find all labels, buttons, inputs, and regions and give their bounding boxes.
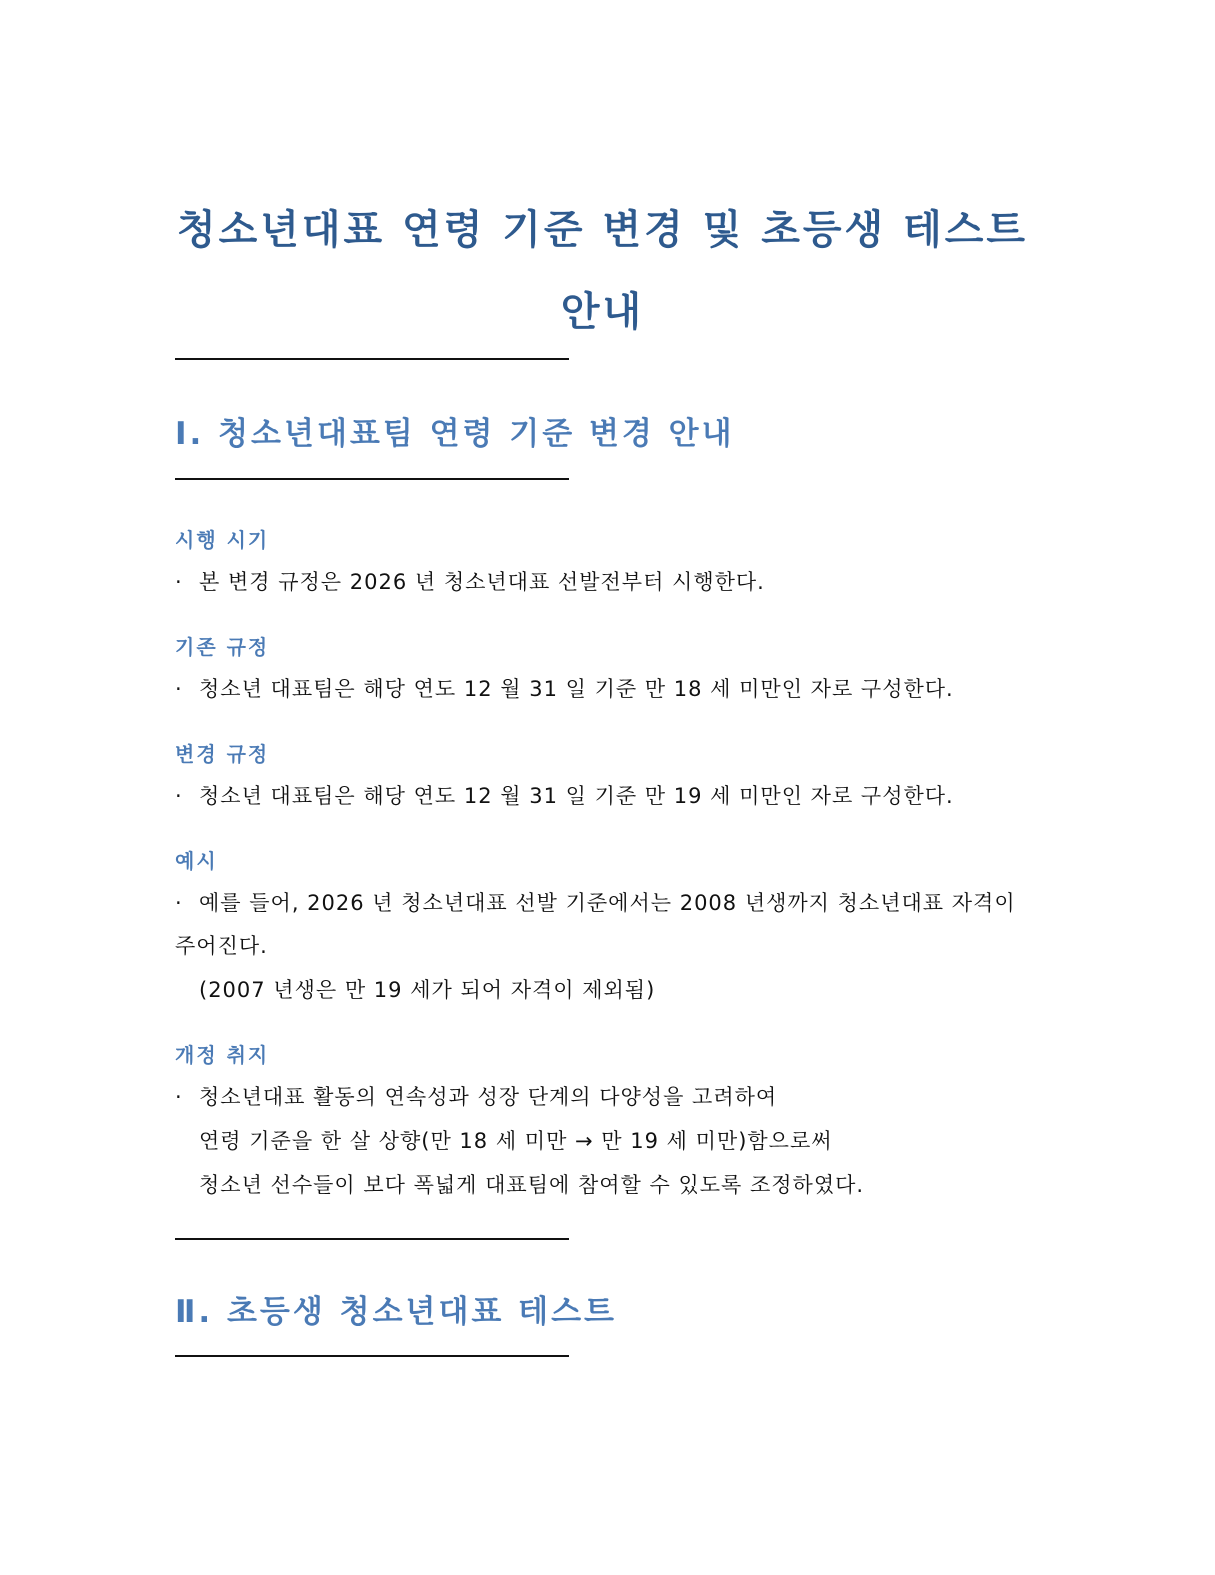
document-title-line-1: 청소년대표 연령 기준 변경 및 초등생 테스트 — [176, 207, 1029, 253]
example-heading: 예시 — [175, 849, 218, 873]
example-text — [175, 887, 1016, 917]
bullet: · — [175, 784, 183, 808]
example-note: (2007 년생은 만 19 세가 되어 자격이 제외됨) — [199, 978, 656, 1002]
example-text-continued: 주어진다. — [175, 934, 268, 958]
amendment-purpose-text-2: 연령 기준을 한 살 상향(만 18 세 미만 → 만 19 세 미만)함으로써 — [199, 1129, 833, 1153]
amendment-purpose-text-3: 청소년 선수들이 보다 폭넓게 대표팀에 참여할 수 있도록 조정하였다. — [199, 1173, 865, 1197]
bullet: · — [175, 891, 183, 915]
body-line: 청소년 대표팀은 해당 연도 12 월 31 일 기준 만 18 세 미만인 자로 구성한다. — [199, 677, 954, 701]
divider-rule — [175, 1355, 569, 1357]
bullet: · — [175, 570, 183, 594]
enforcement-date-heading: 시행 시기 — [175, 528, 270, 552]
previous-rule-heading: 기존 규정 — [175, 635, 270, 659]
body-line: 본 변경 규정은 2026 년 청소년대표 선발전부터 시행한다. — [199, 570, 765, 594]
document-title-line-2: 안내 — [560, 289, 645, 335]
divider-rule — [175, 1238, 569, 1240]
body-line: 청소년 대표팀은 해당 연도 12 월 31 일 기준 만 19 세 미만인 자로 구성한다. — [199, 784, 954, 808]
bullet: · — [175, 1085, 183, 1109]
previous-rule-text — [175, 673, 954, 703]
amendment-purpose-text — [175, 1081, 777, 1111]
section-1-heading: Ⅰ. 청소년대표팀 연령 기준 변경 안내 — [175, 416, 735, 452]
divider-rule — [175, 358, 569, 360]
new-rule-text — [175, 780, 954, 810]
body-line: 예를 들어, 2026 년 청소년대표 선발 기준에서는 2008 년생까지 청소년대표 자격이 — [199, 891, 1016, 915]
body-line: 청소년대표 활동의 연속성과 성장 단계의 다양성을 고려하여 — [199, 1085, 778, 1109]
divider-rule — [175, 478, 569, 480]
section-2-heading: Ⅱ. 초등생 청소년대표 테스트 — [175, 1294, 617, 1330]
new-rule-heading: 변경 규정 — [175, 742, 270, 766]
enforcement-date-text — [175, 566, 765, 596]
bullet: · — [175, 677, 183, 701]
amendment-purpose-heading: 개정 취지 — [175, 1043, 270, 1067]
